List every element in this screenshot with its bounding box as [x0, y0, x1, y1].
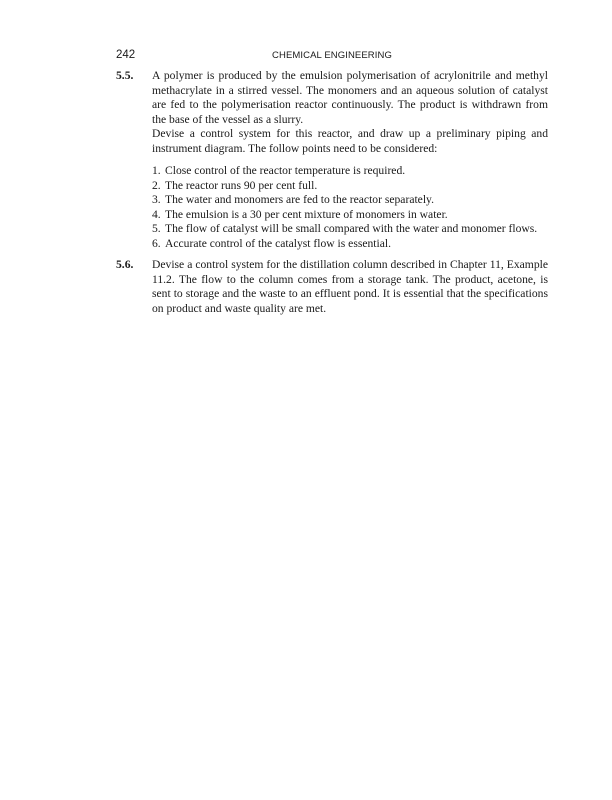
list-item-text: The water and monomers are fed to the reactor separately.	[165, 193, 434, 206]
list-item	[152, 164, 548, 179]
list-item-number: 3.	[152, 193, 161, 206]
list-item	[152, 208, 548, 223]
page-header	[116, 49, 548, 65]
list-item	[152, 179, 548, 194]
problem-number: 5.5.	[116, 69, 134, 82]
page-content	[116, 69, 548, 316]
problem-5-5	[116, 69, 548, 251]
problem-number: 5.6.	[116, 258, 134, 271]
list-item-text: The flow of catalyst will be small compared with the water and monomer flows.	[165, 222, 538, 235]
problem-paragraph: A polymer is produced by the emulsion polymerisation of acrylonitrile and methyl methacrylate in a stirred vessel. The monomers and an aqueous solution of catalyst are fed to the polymerisation reactor continuously. The product is withdrawn from the base of the vessel as a slurry.	[152, 69, 548, 126]
list-item-number: 4.	[152, 207, 161, 221]
list-item	[152, 222, 548, 237]
list-item-text: Close control of the reactor temperature is required.	[165, 164, 406, 177]
list-item-text: Accurate control of the catalyst flow is essential.	[165, 236, 391, 250]
list-item-number: 5.	[152, 222, 161, 235]
list-item-text: The reactor runs 90 per cent full.	[165, 178, 318, 192]
list-item-text: The emulsion is a 30 per cent mixture of monomers in water.	[165, 207, 448, 221]
list-item-number: 1.	[152, 164, 161, 177]
considerations-list	[152, 164, 548, 251]
problem-5-6	[116, 258, 548, 316]
problem-paragraph: Devise a control system for the distillation column described in Chapter 11, Example 11.2. The flow to the column comes from a storage tank. The product, acetone, is sent to storage and the waste to an effluent pond. It is essential that the specifications on product and waste quality are met.	[152, 258, 548, 315]
page-number: 242	[116, 49, 136, 61]
list-item	[152, 237, 548, 252]
list-item-number: 2.	[152, 178, 161, 192]
list-item-number: 6.	[152, 236, 161, 250]
list-item	[152, 193, 548, 208]
problem-paragraph: Devise a control system for this reactor, and draw up a preliminary piping and instrument diagram. The follow points need to be considered:	[152, 127, 548, 155]
running-head: CHEMICAL ENGINEERING	[272, 50, 392, 61]
